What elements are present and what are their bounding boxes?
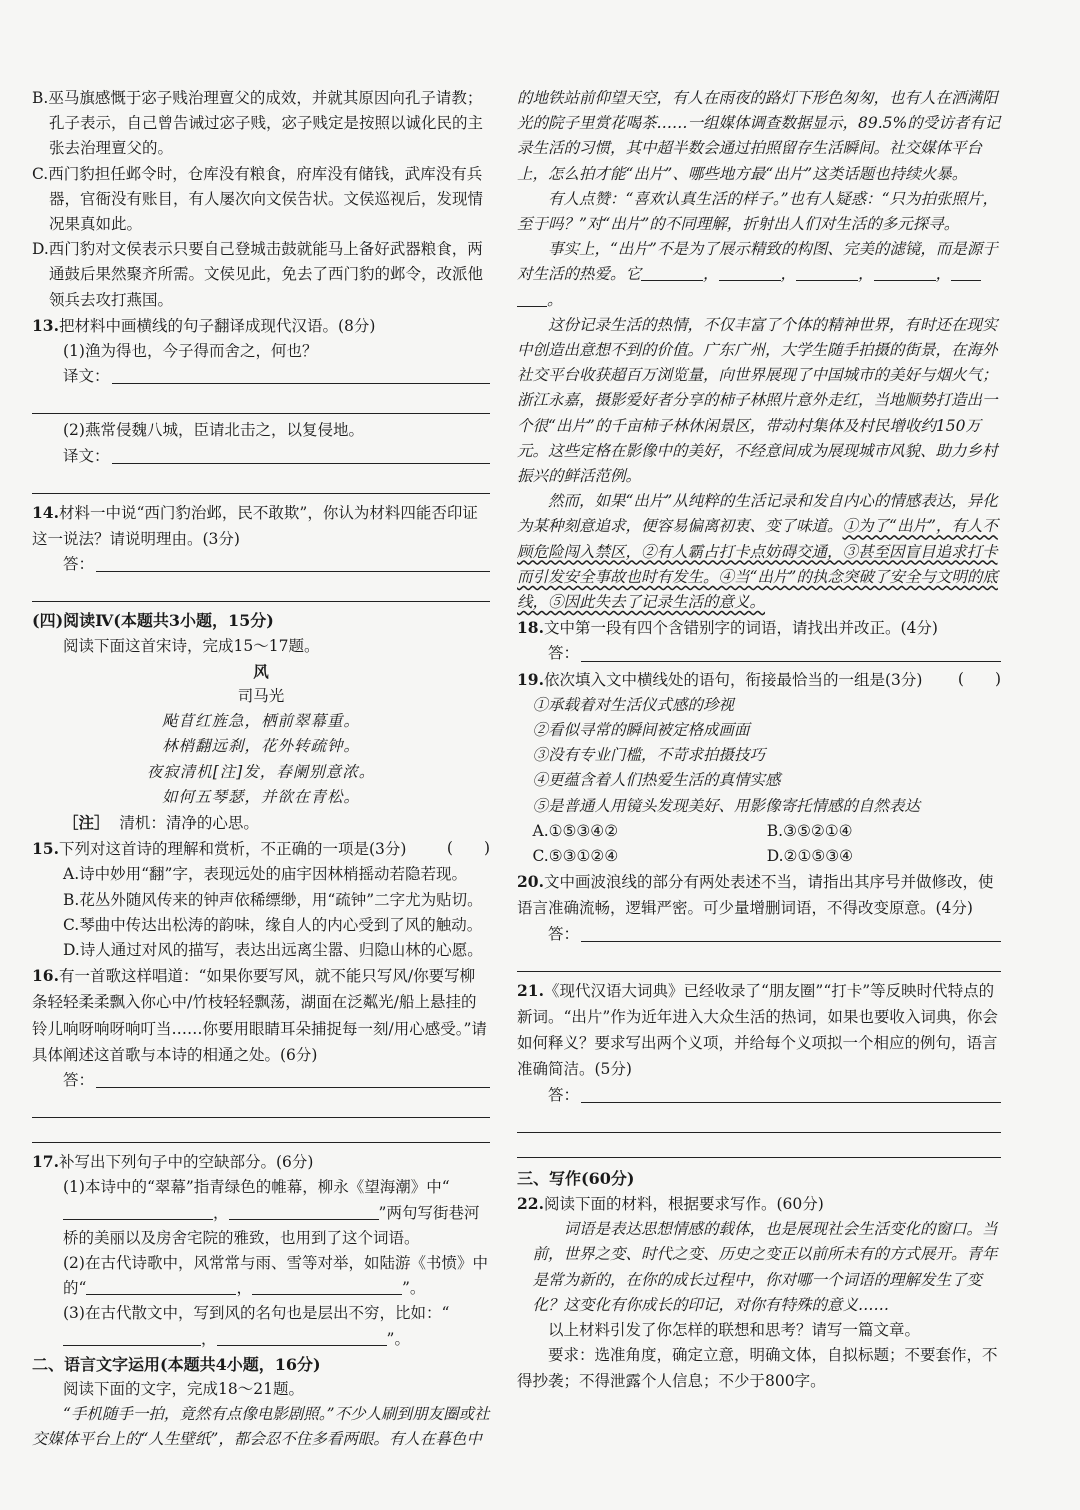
q16-number: 16.	[32, 966, 59, 986]
q19-options-row-2	[517, 844, 1001, 869]
passage-paragraph-5	[517, 489, 1001, 615]
answer-line[interactable]	[581, 1102, 1001, 1103]
question-14	[32, 500, 490, 552]
poem-title: 风	[253, 661, 269, 681]
question-19	[517, 667, 1001, 693]
q21-number: 21.	[517, 980, 544, 1000]
poem-line: 夜寂清机[注]发，春阑别意浓。	[146, 762, 376, 781]
answer-line[interactable]	[517, 1108, 1001, 1133]
q16-text: 有一首歌这样唱道：“如果你要写风，就不能只写风/你要写柳条轻轻柔柔飘入你心中/竹枝轻轻飘荡，湖面在泛粼光/船上悬挂的铃儿响呀响呀响叮当……你要用眼睛耳朵捕捉每一刻/用心感受。”请具体阐述这首歌与本诗的相通之处。(6分)	[32, 967, 487, 1064]
answer-line[interactable]	[32, 577, 490, 602]
fill-blank[interactable]	[252, 1278, 402, 1295]
q15-option-d: D.诗人通过对风的描写，表达出远离尘嚣、归隐山林的心愿。	[63, 941, 483, 960]
q13-part1: (1)渔为得也，今子得而舍之，何也？	[63, 342, 318, 361]
q13-part2: (2)燕常侵魏八城，臣请北击之，以复侵地。	[63, 421, 364, 440]
answer-line[interactable]	[32, 469, 490, 494]
q16-answer[interactable]	[32, 1068, 490, 1093]
passage-paragraph-4: 这份记录生活的热情，不仅丰富了个体的精神世界，有时还在现实中创造出意想不到的价值。广东广州，大学生随手拍摄的街景，在海外社交平台收获超百万浏览量，向世界展现了中国城市的美好与烟火气；浙江永嘉，摄影爱好者分享的柿子林照片意外走红，当地顺势打造出一个很“出片”的千亩柿子林休闲景区，带动村集体及村民增收约150万元。这些定格在影像中的美好，不经意间成为展现城市风貌、助力乡村振兴的鲜活范例。	[517, 315, 998, 486]
q17-part1: (1)本诗中的“翠幕”指青绿色的帷幕，柳永《望海潮》中“， ”两句写街巷河桥的美丽以及房舍宅院的雅致，也用到了这个词语。	[63, 1178, 480, 1247]
section-2-intro: 阅读下面的文字，完成18～21题。	[63, 1380, 304, 1399]
answer-line[interactable]	[517, 1133, 1001, 1158]
q18-number: 18.	[517, 618, 544, 638]
q19-item: ④更蕴含着人们热爱生活的真情实感	[532, 771, 781, 790]
passage-paragraph-3: 事实上，“出片”不是为了展示精致的构图、完美的滤镜，而是源于对生活的热爱。它 ， ， ， ，。	[517, 240, 998, 309]
q19-options-row-1	[517, 819, 1001, 844]
paragraph-5-text: 然而，如果“出片”从纯粹的生活记录和发自内心的情感表达，异化为某种刻意追求，便容易偏离初衷、变了味道。	[517, 492, 998, 536]
q20-answer[interactable]	[517, 922, 1001, 947]
answer-line[interactable]	[112, 463, 490, 464]
option-b: B.巫马旗感慨于宓子贱治理亶父的成效，并就其原因向孔子请教；孔子表示，自己曾告诫过宓子贱，宓子贱定是按照以诚化民的主张去治理亶父的。	[32, 89, 484, 158]
fill-blank[interactable]	[229, 1203, 379, 1220]
q15-answer-paren[interactable]: ( )	[446, 839, 490, 858]
q17-part1-text-a: (1)本诗中的“翠幕”指青绿色的帷幕，柳永《望海潮》中“	[63, 1178, 450, 1197]
left-column	[32, 86, 490, 1453]
poem-line: 如何五琴瑟，并欲在青松。	[161, 787, 360, 806]
question-20	[517, 869, 1001, 921]
writing-prompt: 以上材料引发了你怎样的联想和思考？请写一篇文章。	[548, 1321, 921, 1340]
note-text: 清机：清净的心思。	[119, 814, 259, 833]
writing-requirements: 要求：选准角度，确定立意，明确文体，自拟标题；不要套作，不得抄袭；不得泄露个人信息；不少于800字。	[517, 1346, 998, 1390]
q17-part3-text: (3)在古代散文中，写到风的名句也是层出不穷，比如：“	[63, 1304, 450, 1323]
fill-blank[interactable]	[131, 1329, 201, 1346]
poem-note	[32, 810, 490, 836]
q17-number: 17.	[32, 1152, 59, 1172]
answer-line[interactable]	[32, 1093, 490, 1118]
answer-line[interactable]	[581, 661, 1001, 662]
section-3-heading: 三、写作(60分)	[517, 1168, 635, 1188]
poem-author: 司马光	[237, 687, 285, 706]
answer-line[interactable]	[96, 571, 490, 572]
q17-part1-text-b: ”两句写街巷河桥的美丽以及房舍宅院的雅致，也用到了这个词语。	[63, 1203, 480, 1247]
fill-blank[interactable]	[63, 1203, 123, 1220]
fill-blank[interactable]	[796, 264, 858, 281]
q15-option-b: B.花丛外随风传来的钟声依稀缥缈，用“疏钟”二字尤为贴切。	[63, 890, 483, 909]
q19-answer-paren[interactable]: ( )	[957, 669, 1001, 688]
q19-item: ⑤是普通人用镜头发现美好、用影像寄托情感的自然表达	[532, 796, 921, 815]
fill-blank[interactable]	[63, 1329, 131, 1346]
q19-item: ①承载着对生活仪式感的珍视	[532, 695, 735, 714]
q14-text: 材料一中说“西门豹治邺，民不敢欺”，你认为材料四能否印证这一说法？请说明理由。(3分)	[32, 503, 478, 549]
q17-part2-text: (2)在古代诗歌中，风常常与雨、雪等对举，如陆游《书愤》中的	[63, 1254, 488, 1298]
answer-line[interactable]	[96, 1087, 490, 1088]
option-c: C.西门豹担任邺令时，仓库没有粮食，府库没有储钱，武库没有兵器，官衙没有账目，有人屡次向文侯告状。文侯巡视后，发现情况果真如此。	[32, 164, 484, 234]
answer-line[interactable]	[581, 941, 1001, 942]
poem-line: 林梢翻远刹，花外转疏钟。	[161, 737, 360, 756]
fill-blank[interactable]	[123, 1203, 213, 1220]
q13-part1-answer[interactable]	[32, 364, 490, 389]
poem-body	[32, 709, 490, 810]
q22-text: 阅读下面的材料，根据要求写作。(60分)	[543, 1195, 824, 1214]
section-2-heading: 二、语言文字运用(本题共4小题，16分)	[32, 1354, 321, 1374]
answer-label: 答：	[548, 924, 580, 943]
paragraph-3-text: 事实上，“出片”不是为了展示精致的构图、完美的滤镜，而是源于对生活的热爱。它	[517, 240, 998, 284]
answer-label: 答：	[548, 1085, 580, 1104]
question-16	[32, 963, 490, 1068]
q19-item: ③没有专业门槛，不苛求拍摄技巧	[532, 746, 766, 765]
wavy-underlined-text: ①为了“出片”，有人不顾危险闯入禁区，②有人霸占打卡点妨碍交通，③甚至因盲目追求打卡而引发安全事故也时有发生。④当“出片”的执念突破了安全与文明的底线，⑤因此失去了记录生活的意义。	[517, 517, 998, 612]
q19-number: 19.	[517, 669, 544, 689]
section-4-heading: (四)阅读Ⅳ(本题共3小题，15分)	[32, 611, 274, 631]
q14-answer[interactable]	[32, 552, 490, 577]
answer-label: 答：	[63, 555, 95, 574]
note-label: ［注］	[63, 813, 110, 833]
translation-label: 译文：	[63, 446, 110, 465]
q20-text: 文中画波浪线的部分有两处表述不当，请指出其序号并做修改，使语言准确流畅，逻辑严密。可少量增删词语，不得改变原意。(4分)	[517, 873, 994, 918]
fill-blank[interactable]	[86, 1278, 236, 1295]
answer-line[interactable]	[112, 383, 490, 384]
passage-paragraph-1: “手机随手一拍，竟然有点像电影剧照。”不少人刷到朋友圈或社交媒体平台上的“人生壁纸”，都会忍不住多看两眼。有人在暮色中	[32, 1405, 490, 1449]
section-4-intro: 阅读下面这首宋诗，完成15～17题。	[63, 636, 320, 655]
fill-blank[interactable]	[517, 290, 547, 307]
q19-option-d: D.②①⑤③④	[766, 847, 854, 866]
writing-material: 词语是表达思想情感的载体，也是展现社会生活变化的窗口。当前，世界之变、时代之变、历史之变正以前所未有的方式展开。青年是常为新的，在你的成长过程中，你对哪一个词语的理解发生了变化？这变化有你成长的印记，对你有特殊的意义……	[532, 1220, 998, 1314]
q20-number: 20.	[517, 872, 544, 892]
q15-text: 下列对这首诗的理解和赏析，不正确的一项是(3分)	[58, 840, 407, 859]
q17-text: 补写出下列句子中的空缺部分。(6分)	[58, 1153, 314, 1172]
passage-paragraph-2: 有人点赞：“喜欢认真生活的样子。”也有人疑惑：“只为拍张照片，至于吗？”对“出片”的不同理解，折射出人们对生活的多元探寻。	[517, 189, 999, 234]
q19-option-c: C.⑤③①②④	[532, 847, 619, 866]
fill-blank[interactable]	[641, 264, 703, 281]
passage-paragraph-1-cont: 的地铁站前仰望天空，有人在雨夜的路灯下形色匆匆，也有人在洒满阳光的院子里赏花喝茶……一组媒体调查数据显示，89.5%的受访者有记录生活的习惯，其中超半数会通过拍照留存生活瞬间。社交媒体平台上，怎么拍才能“出片”、哪些地方最“出片”这类话题也持续火暴。	[517, 89, 1001, 183]
q15-option-a: A.诗中妙用“翻”字，表现远处的庙宇因林梢摇动若隐若现。	[63, 865, 467, 884]
answer-line[interactable]	[32, 389, 490, 414]
answer-line[interactable]	[517, 947, 1001, 972]
poem-line: 飐苜红旌急，栖前翠幕重。	[161, 712, 360, 731]
question-21	[517, 978, 1001, 1083]
q15-number: 15.	[32, 839, 59, 859]
q19-item: ②看似寻常的瞬间被定格成画面	[532, 721, 750, 740]
fill-blank[interactable]	[874, 264, 936, 281]
fill-blank[interactable]	[217, 1329, 387, 1346]
fill-blank[interactable]	[719, 264, 781, 281]
q14-number: 14.	[32, 502, 59, 522]
answer-label: 答：	[63, 1071, 95, 1090]
q18-text: 文中第一段有四个含错别字的词语，请找出并改正。(4分)	[543, 619, 938, 638]
q19-option-a: A.①⑤③④②	[532, 821, 619, 840]
question-17	[32, 1149, 490, 1175]
answer-label: 答：	[548, 644, 580, 663]
question-22	[517, 1191, 1001, 1217]
question-13	[32, 313, 490, 339]
q22-number: 22.	[517, 1194, 544, 1214]
q15-option-c: C.琴曲中传达出松涛的韵味，缘自人的内心受到了风的触动。	[63, 915, 483, 934]
q13-part2-answer[interactable]	[32, 444, 490, 469]
q21-text: 《现代汉语大词典》已经收录了“朋友圈”“打卡”等反映时代特点的新词。“出片”作为近年进入大众生活的热词，如果也要收入词典，你会如何释义？要求写出两个义项，并给每个义项拟一个相应的例句，语言准确简洁。(5分)	[517, 981, 998, 1079]
fill-blank[interactable]	[951, 264, 981, 281]
q13-number: 13.	[32, 315, 59, 335]
q19-text: 依次填入文中横线处的语句，衔接最恰当的一组是(3分)	[543, 670, 923, 689]
q17-part2: (2)在古代诗歌中，风常常与雨、雪等对举，如陆游《书愤》中的“ ， ”。	[63, 1254, 488, 1298]
question-15	[32, 836, 490, 862]
q19-option-b: B.③⑤②①④	[766, 821, 853, 840]
q18-answer[interactable]	[517, 641, 1001, 666]
right-column	[517, 86, 1001, 1394]
translation-label: 译文：	[63, 367, 110, 386]
q13-text: 把材料中画横线的句子翻译成现代汉语。(8分)	[58, 316, 376, 335]
q17-part3: (3)在古代散文中，写到风的名句也是层出不穷，比如：“， ”。	[63, 1304, 450, 1348]
answer-line[interactable]	[32, 1118, 490, 1143]
option-d: D.西门豹对文侯表示只要自己登城击鼓就能马上备好武器粮食，两通鼓后果然聚齐所需。文侯见此，免去了西门豹的邺令，改派他领兵去攻打燕国。	[32, 240, 484, 309]
q21-answer[interactable]	[517, 1083, 1001, 1108]
question-18	[517, 615, 1001, 641]
